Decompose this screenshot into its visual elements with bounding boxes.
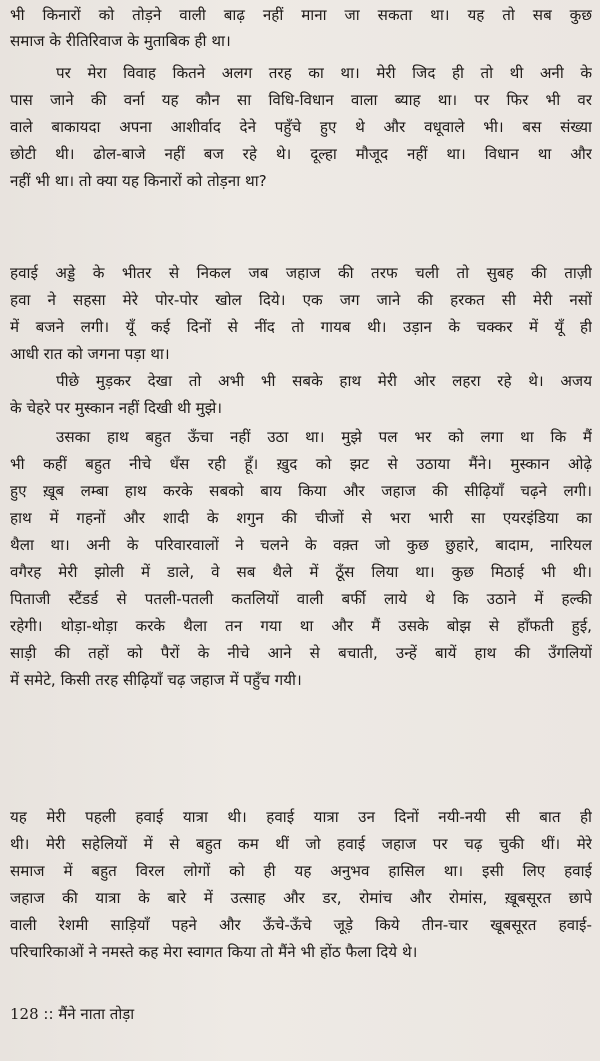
text-line: हाथ में गहनों और शादी के शगुन की चीजों से भरा भारी सा एयरइंडिया का: [10, 509, 592, 527]
text-line: हवा ने सहसा मेरे पोर-पोर खोल दिये। एक जग जाने की हरकत सी मेरी नसों: [10, 291, 592, 309]
text-line: समाज के रीतिरिवाज के मुताबिक ही था।: [10, 32, 231, 50]
text-line: के चेहरे पर मुस्कान नहीं दिखी थी मुझे।: [10, 399, 222, 417]
text-line: यह मेरी पहली हवाई यात्रा थी। हवाई यात्रा उन दिनों नयी-नयी सी बात ही: [10, 808, 592, 826]
text-line: थी। मेरी सहेलियों में से बहुत कम थीं जो हवाई जहाज पर चढ़ चुकी थीं। मेरे: [10, 835, 592, 853]
text-line: में बजने लगी। यूँ कई दिनों से नींद तो गायब थी। उड़ान के चक्कर में यूँ ही: [10, 318, 592, 336]
text-line: हुए ख़ूब लम्बा हाथ करके सबको बाय किया और जहाज की सीढ़ियाँ चढ़ने लगी।: [10, 482, 592, 500]
text-line: वाले बाकायदा अपना आशीर्वाद देने पहुँचे हुए थे और वधूवाले भी। बस संख्या: [10, 118, 592, 136]
text-line: में समेटे, किसी तरह सीढ़ियाँ चढ़ जहाज में पहुँच गयी।: [10, 671, 302, 689]
book-title: मैंने नाता तोड़ा: [58, 1005, 135, 1023]
text-line: भी कहीं बहुत नीचे धँस रही हूँ। ख़ुद को झट से उठाया मैंने। मुस्कान ओढ़े: [10, 455, 592, 473]
page-footer: [10, 1003, 134, 1025]
text-line: साड़ी की तहों को पैरों के नीचे आने से बचाती, उन्हें बायें हाथ की उँगलियों: [10, 644, 592, 662]
text-line: पिताजी स्टैंडर्ड से पतली-पतली कतलियों वाली बर्फी लाये थे कि उठाने में हल्की: [10, 590, 592, 608]
text-line: उसका हाथ बहुत ऊँचा नहीं उठा था। मुझे पल भर को लगा था कि मैं: [56, 428, 592, 446]
text-line: पीछे मुड़कर देखा तो अभी भी सबके हाथ मेरी ओर लहरा रहे थे। अजय: [56, 372, 592, 390]
text-line: आधी रात को जगना पड़ा था।: [10, 345, 170, 363]
text-line: पास जाने की वर्ना यह कौन सा विधि-विधान वाला ब्याह था। पर फिर भी वर: [10, 91, 592, 109]
text-line: समाज में बहुत विरल लोगों को ही यह अनुभव हासिल था। इसी लिए हवाई: [10, 862, 592, 880]
text-line: वाली रेशमी साड़ियाँ पहने और ऊँचे-ऊँचे जूड़े किये तीन-चार खूबसूरत हवाई-: [10, 916, 592, 934]
text-line: भी किनारों को तोड़ने वाली बाढ़ नहीं माना जा सकता था। यह तो सब कुछ: [10, 6, 592, 24]
text-line: वगैरह मेरी झोली में डाले, वे सब थैले में ठूँस लिया था। कुछ मिठाई भी थी।: [10, 563, 592, 581]
text-line: थैला था। अनी के परिवारवालों ने चलने के वक़्त जो कुछ छुहारे, बादाम, नारियल: [10, 536, 592, 554]
text-line: रहेगी। थोड़ा-थोड़ा करके थैला तन गया था और मैं उसके बोझ से हाँफती हुई,: [10, 617, 592, 635]
footer-separator: ::: [43, 1005, 54, 1023]
text-line: जहाज की यात्रा के बारे में उत्साह और डर, रोमांच और रोमांस, ख़ूबसूरत छापे: [10, 889, 592, 907]
text-line: नहीं भी था। तो क्या यह किनारों को तोड़ना था?: [10, 172, 267, 190]
text-line: हवाई अड्डे के भीतर से निकल जब जहाज की तरफ चली तो सुबह की ताज़ी: [10, 264, 592, 282]
text-line: पर मेरा विवाह कितने अलग तरह का था। मेरी जिद ही तो थी अनी के: [56, 64, 592, 82]
text-line: परिचारिकाओं ने नमस्ते कह मेरा स्वागत किया तो मैंने भी होंठ फैला दिये थे।: [10, 943, 418, 961]
text-line: छोटी थी। ढोल-बाजे नहीं बज रहे थे। दूल्हा मौजूद नहीं था। विधान था और: [10, 145, 592, 163]
page-number: 128: [10, 1005, 39, 1023]
